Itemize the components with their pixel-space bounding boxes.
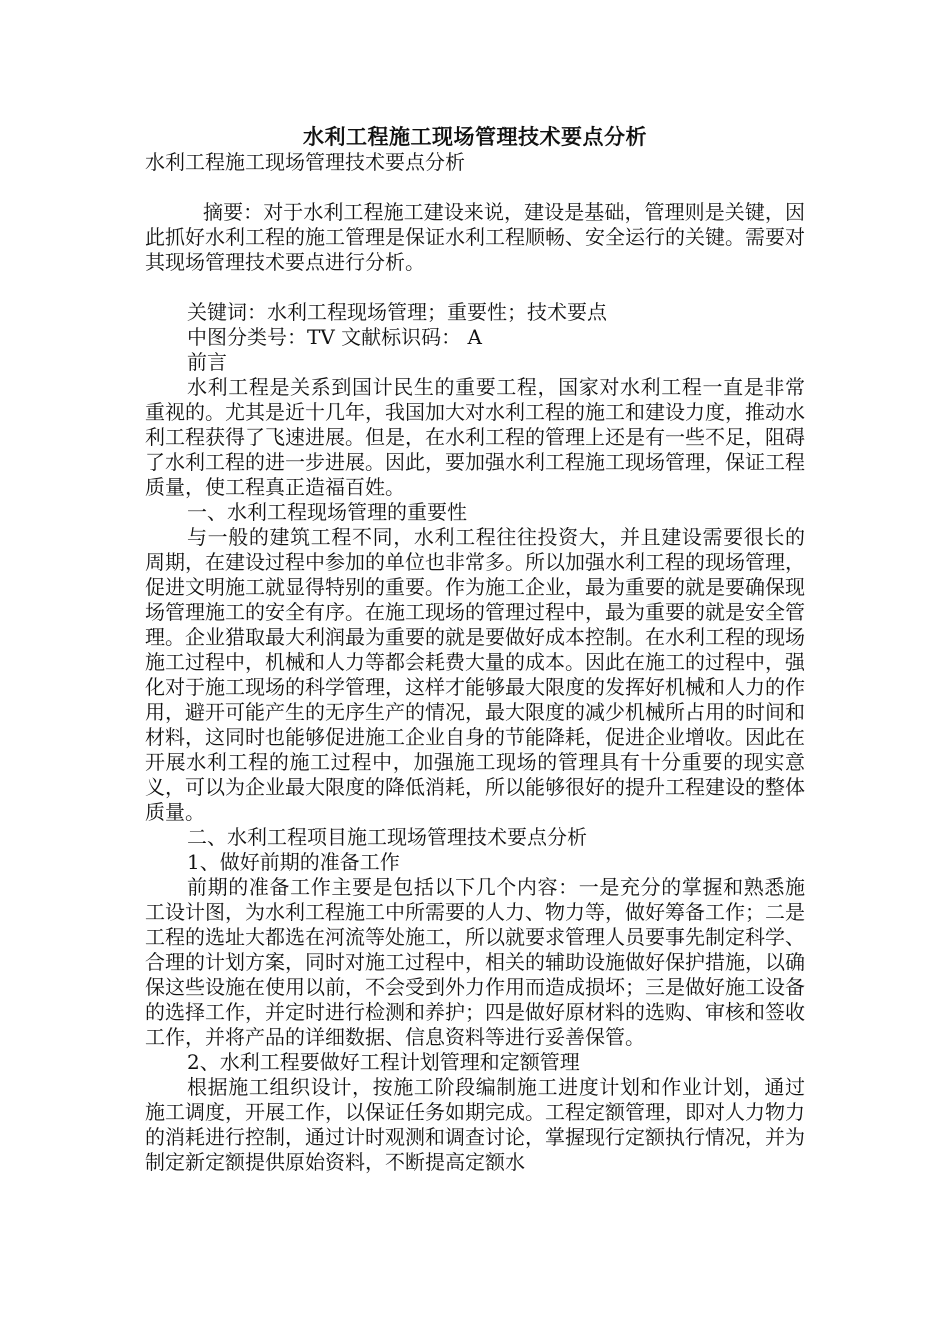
keywords-line: 关键词：水利工程现场管理；重要性；技术要点 (187, 300, 607, 324)
classification-line: 中图分类号：TV 文献标识码： A (187, 325, 482, 349)
section-heading-2: 二、水利工程项目施工现场管理技术要点分析 (187, 825, 587, 849)
subsection-paragraph-2: 根据施工组织设计，按施工阶段编制施工进度计划和作业计划，通过施工调度，开展工作，以保证任务如期完成。工程定额管理，即对人力物力的消耗进行控制，通过计时观测和调查讨论，掌握现行定额执行情况，并为制定新定额提供原始资料，不断提高定额水 (145, 1075, 805, 1174)
preface-heading: 前言 (187, 350, 227, 374)
section-heading-1: 一、水利工程现场管理的重要性 (187, 500, 467, 524)
abstract-paragraph: 摘要：对于水利工程施工建设来说，建设是基础，管理则是关键，因此抓好水利工程的施工管理是保证水利工程顺畅、安全运行的关键。需要对其现场管理技术要点进行分析。 (145, 200, 805, 274)
section-paragraph-1: 与一般的建筑工程不同，水利工程往往投资大，并且建设需要很长的周期，在建设过程中参加的单位也非常多。所以加强水利工程的现场管理，促进文明施工就显得特别的重要。作为施工企业，最为重要的就是要确保现场管理施工的安全有序。在施工现场的管理过程中，最为重要的就是安全管理。企业猎取最大利润最为重要的就是要做好成本控制。在水利工程的现场施工过程中，机械和人力等都会耗费大量的成本。因此在施工的过程中，强化对于施工现场的科学管理，这样才能够最大限度的发挥好机械和人力的作用，避开可能产生的无序生产的情况，最大限度的减少机械所占用的时间和材料，这同时也能够促进施工企业自身的节能降耗，促进企业增收。因此在开展水利工程的施工过程中，加强施工现场的管理具有十分重要的现实意义，可以为企业最大限度的降低消耗，所以能够很好的提升工程建设的整体质量。 (145, 525, 805, 824)
preface-paragraph: 水利工程是关系到国计民生的重要工程，国家对水利工程一直是非常重视的。尤其是近十几年，我国加大对水利工程的施工和建设力度，推动水利工程获得了飞速进展。但是，在水利工程的管理上还是有一些不足，阻碍了水利工程的进一步进展。因此，要加强水利工程施工现场管理，保证工程质量，使工程真正造福百姓。 (145, 375, 805, 499)
subsection-heading-2: 2、水利工程要做好工程计划管理和定额管理 (187, 1050, 580, 1074)
document-body (145, 150, 805, 1175)
subsection-paragraph-1: 前期的准备工作主要是包括以下几个内容：一是充分的掌握和熟悉施工设计图，为水利工程施工中所需要的人力、物力等，做好筹备工作；二是工程的选址大都选在河流等处施工，所以就要求管理人员要事先制定科学、合理的计划方案，同时对施工过程中，相关的辅助设施做好保护措施，以确保这些设施在使用以前，不会受到外力作用而造成损坏；三是做好施工设备的选择工作，并定时进行检测和养护；四是做好原材料的选购、审核和签收工作，并将产品的详细数据、信息资料等进行妥善保管。 (145, 875, 805, 1049)
subsection-heading-1: 1、做好前期的准备工作 (187, 850, 400, 874)
document-subtitle: 水利工程施工现场管理技术要点分析 (145, 150, 465, 174)
document-title: 水利工程施工现场管理技术要点分析 (303, 124, 647, 149)
